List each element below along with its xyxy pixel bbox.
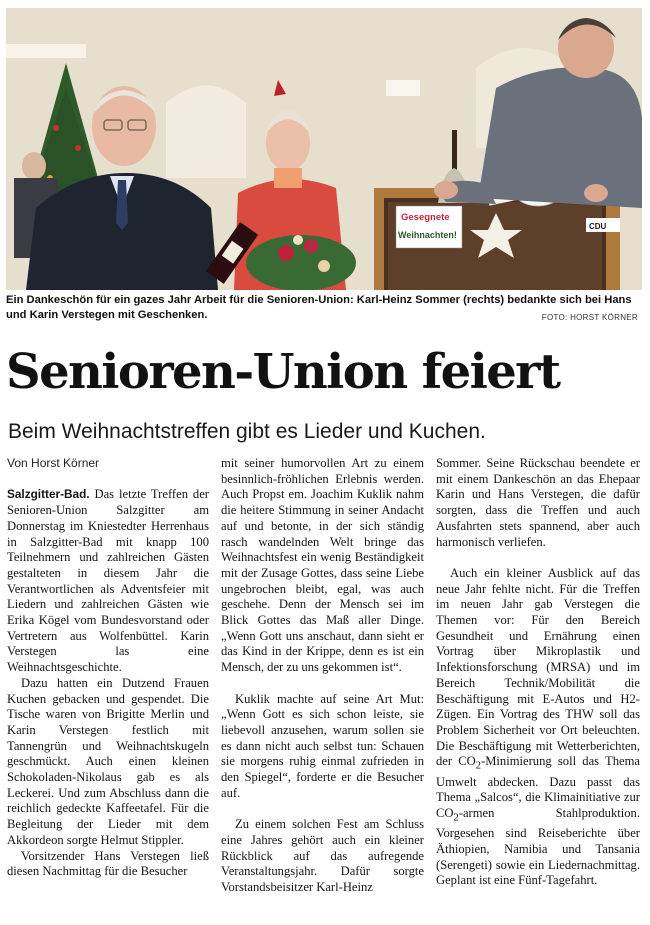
subscript: 2 <box>475 760 482 772</box>
paragraph: Vorsitzender Hans Verstegen ließ diesen Nachmittag für die Besucher <box>7 848 209 879</box>
archway <box>166 86 246 179</box>
flower-arrangement <box>246 235 356 290</box>
party-logo: CDU <box>589 222 607 231</box>
wall-lamp <box>6 44 86 58</box>
greeting-sign <box>396 206 462 248</box>
paragraph <box>7 487 209 675</box>
paragraph-text: -Minimierung soll das Thema Umwelt abdecken. Dazu passt das Thema „Salcos“, die Klimainitiative zur CO <box>436 754 640 820</box>
paragraph-text: -armen Stahlproduktion. Vorgesehen sind Reiseberichte über Äthiopien, Namibia und Tansania (Serengeti) sowie ein Liedernachmittag. Geplant ist eine Fünf-Tagefahrt. <box>436 805 640 888</box>
wall-lamp <box>386 80 420 96</box>
paragraph: Zu einem solchen Fest am Schluss eine Jahres gehört auch ein kleiner Rückblick auf das aufregende Veranstaltungsjahr. Dafür sorgte Vorstandsbeisitzer Karl-Heinz <box>221 817 424 894</box>
paragraph <box>436 566 640 889</box>
article-column-2 <box>221 456 424 896</box>
dateline: Salzgitter-Bad. <box>7 487 90 502</box>
sign-line-2: Weihnachten! <box>398 230 457 240</box>
subscript: 2 <box>453 812 459 824</box>
paragraph-text: Das letzte Treffen der Senioren-Union Salzgitter am Donnerstag im Kniestedter Herrenhaus in Salzgitter-Bad mit knapp 100 Teilnehmern und zahlreichen Gästen gestalteten in diesem Jahr die Verantwortlichen als Adventsfeier mit Liedern und zahlreichen Gästen wie Erika Kögel vom Bundesvorstand oder Vertretern aus Wolfenbüttel. Karin Verstegen las eine Weihnachtsgeschichte. <box>7 487 209 675</box>
photo-caption: Ein Dankeschön für ein gazes Jahr Arbeit für die Senioren-Union: Karl-Heinz Sommer (rechts) bedankte sich bei Hans und Karin Verstegen mit Geschenken. <box>6 294 632 321</box>
paragraph-text: Auch ein kleiner Ausblick auf das neue Jahr fehlte nicht. Für die Treffen im neuen Jahr gab Verstegen die Themen vor: Für den Bereich Gesundheit und Ernährung einen Vortrag über Mikroplastik und Infektionsforschung (MRSA) und im Bereich Technik/Mobilität die Beschäftigung mit E-Autos und H2-Zügen. Ein Vortrag des THW soll das Problem Sicherheit vor Ort beleuchten. Die Beschäftigung mit Wetterberichten, der CO <box>436 565 640 769</box>
article-column-1 <box>7 456 209 880</box>
paragraph: Kuklik machte auf seine Art Mut: „Wenn Gott es sich schon leiste, sie liebevoll anzusehen, warum sollen sie es dann nicht auch selbst tun: Schauen sie morgens ruhig einmal zufrieden in den Spiegel“, forderte er die Besucher auf. <box>221 691 424 800</box>
headline: Senioren-Union feiert <box>6 344 560 400</box>
photo-illustration <box>6 8 642 290</box>
sign-line-1: Gesegnete <box>401 212 450 223</box>
photo-credit: FOTO: HORST KÖRNER <box>541 313 638 322</box>
article-photo <box>6 8 642 290</box>
byline: Von Horst Körner <box>7 456 100 470</box>
subheadline: Beim Weihnachtstreffen gibt es Lieder und Kuchen. <box>8 420 486 443</box>
paragraph: Dazu hatten ein Dutzend Frauen Kuchen gebacken und gespendet. Die Tische waren von Brigitte Merlin und Karin Verstegen festlich mit Tannengrün und Weihnachtskugeln geschmückt. Auch einen kleinen Schokoladen-Nikolaus gab es als Leckerei. Und zum Abschluss dann die reichlich gedeckte Kaffeetafel. Für die Begleitung der Lieder mit dem Akkordeon sorgte Helmut Stippler. <box>7 675 209 847</box>
guest <box>22 152 46 180</box>
article-column-3 <box>436 456 640 889</box>
paragraph: Sommer. Seine Rückschau beendete er mit einem Dankeschön an das Ehepaar Karin und Hans Verstegen, die dafür sorgten, dass die Treffen und auch Ausfahrten stets spannend, aber auch harmonisch verliefen. <box>436 456 640 549</box>
paragraph: mit seiner humorvollen Art zu einem besinnlich-fröhlichen Erlebnis werden. Auch Propst em. Joachim Kuklik nahm die heitere Stimmung in seiner Andacht auf und betonte, in der sich ständig rasch wandelnden Welt bringe das Weihnachtsfest ein wenig Beständigkeit mit der Zusage Gottes, dass seine Liebe ungebrochen bleibt, egal, was auch geschehe. Denn der Mensch sei im Blick Gottes das Maß aller Dinge. „Wenn Gott uns anschaut, dann sieht er das Kind in der Krippe, denn es ist ein Mensch, der zu uns gekommen ist“. <box>221 456 424 675</box>
